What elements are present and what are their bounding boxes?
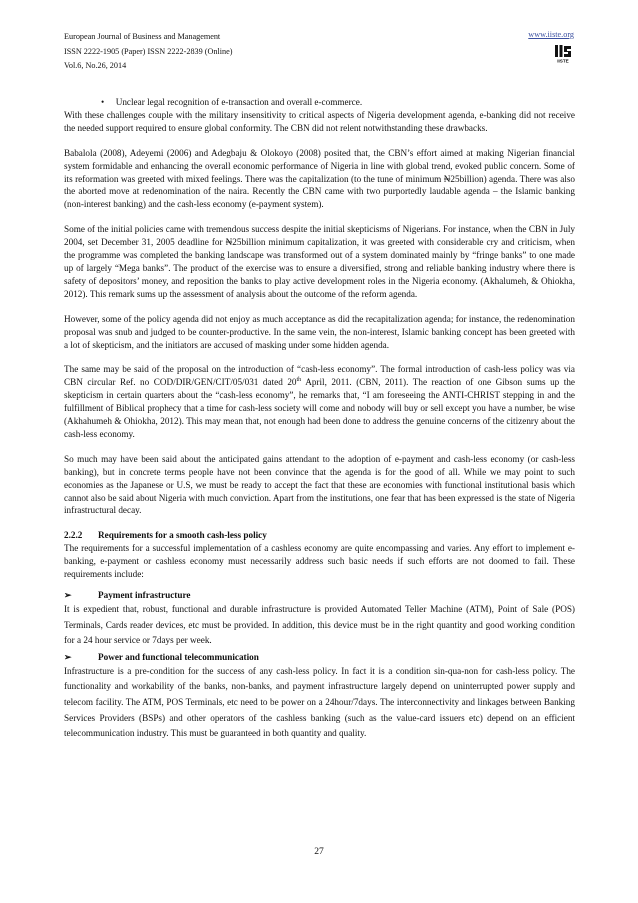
- ordinal-suffix: th: [296, 377, 302, 384]
- paragraph-3: Some of the initial policies came with tremendous success despite the initial skepticisms of Nigerians. For instance, when the CBN in July 2004, set December 31, 2005 deadline for ₦25billion minimum capitalization, it was greeted with considerable cry and criticism, when the programme was completed the banking landscape was transformed out of a system dominated mainly by “fringe banks” to one made up of largely “Mega banks”. The product of the exercise was to ensure a diversified, strong and reliable banking industry where there is safety of depositors’ money, and reposition the banks to play active development roles in the Nigeria economy. (Akhalumeh, & Ohiokha, 2012). This remark sums up the assessment of analysis about the outcome of the reform agenda.: [64, 224, 575, 299]
- paragraph-5-part-b: April, 2011. (CBN, 2011). The reaction of one Gibson sums up the skepticism in certain quarters about the “cash-less economy”, he remarks that, “I am foreseeing the ANTI-CHRIST stepping in and the fulfillment of Biblical prophecy that a time for cash-less society will come and nobody will buy or sell except you have a number, be wise (Akhahumeh & Ohiokha, 2012). This may mean that, not enough had been done to address the genuine concerns of the citizenry about the cash-less economy.: [64, 377, 575, 439]
- subheading-payment-infrastructure: [64, 589, 575, 602]
- subheading-title: Power and functional telecommunication: [98, 651, 259, 662]
- paragraph-8: It is expedient that, robust, functional and durable infrastructure is provided Automated Teller Machine (ATM), Point of Sale (POS) Terminals, Cards reader devices, etc must be provided. In addition, this device must be in the right quantity and good working condition for a 24 hour service or 7days per week.: [64, 604, 575, 646]
- paragraph-9: Infrastructure is a pre-condition for the success of any cash-less policy. In fact it is a condition sin-qua-non for cash-less policy. The functionality and workability of the banks, non-banks, and payment infrastructure largely depend on uninterrupted power supply and telecom facility. The ATM, POS Terminals, etc need to be power on a 24hour/7days. The interconnectivity and linkages between Banking Services Providers (BSPs) and other operators of the cashless banking (such as the value-card issuers etc) depend on an efficient telecommunication industry. This must be guaranteed in both quantity and quality.: [64, 665, 575, 739]
- article-body: [64, 96, 575, 742]
- section-number: 2.2.2: [64, 530, 83, 541]
- subheading-title: Payment infrastructure: [98, 590, 191, 601]
- paragraph-4: However, some of the policy agenda did not enjoy as much acceptance as did the recapitalization agenda; for instance, the redenomination proposal was snub and judged to be counter-productive. In the same vein, the non-interest, Islamic banking concept has been greeted with a lot of skepticism, and the initiators are accused of masking under some hidden agenda.: [64, 313, 575, 350]
- page-header: [64, 30, 576, 90]
- section-title: Requirements for a smooth cash-less policy: [98, 530, 267, 541]
- paragraph-6: So much may have been said about the anticipated gains attendant to the adoption of e-payment and cash-less economy (or cash-less banking), but in concrete terms people have not been convince that the agenda is for the good of all. While we may point to such economies as the Japanese or U.S, we must be ready to accept the fact that these are economies with functional institutional basis which cannot also be said about Nigeria with much conviction. Apart from the institutions, one fear that has been expressed is the state of Nigeria infrastructural decay.: [64, 453, 575, 516]
- arrow-bullet-icon: ➢: [64, 590, 72, 601]
- paragraph-2: Babalola (2008), Adeyemi (2006) and Adegbaju & Olokoyo (2008) posited that, the CBN’s effort aimed at making Nigerian financial system formidable and enhancing the overall economic performance of Nigeria in line with global trend, evoked public concern. Some of its reformation was greeted with mixed feelings. There was the capitalization (to the tune of minimum ₦25billion) agenda. There was also the aborted move at redenomination of the naira. Recently the CBN came with two purportedly laudable agenda – the Islamic banking (non-interest banking) and the cash-less economy (e-payment system).: [64, 147, 575, 210]
- journal-url-link[interactable]: www.iiste.org: [528, 30, 574, 39]
- issn-line: ISSN 2222-1905 (Paper) ISSN 2222-2839 (Online): [64, 46, 233, 56]
- section-heading: [64, 529, 575, 542]
- paragraph-5-part-a: The same may be said of the proposal on the introduction of “cash-less economy”. The formal introduction of cash-less policy was via CBN circular Ref. no COD/DIR/GEN/CIT/05/031 dated 20: [64, 364, 575, 388]
- paragraph-7: The requirements for a successful implementation of a cashless economy are quite encompassing and varies. Any effort to implement e-banking, e-payment or cashless economy must necessarily address such basic needs if such efforts are not doomed to fail. These requirements include:: [64, 543, 575, 580]
- iiste-logo: [554, 44, 572, 63]
- journal-name: European Journal of Business and Management: [64, 32, 221, 41]
- bullet-text: Unclear legal recognition of e-transaction and overall e-commerce.: [115, 97, 363, 107]
- arrow-bullet-icon: ➢: [64, 651, 72, 662]
- paragraph-5: [64, 363, 575, 440]
- paragraph-1: With these challenges couple with the military insensitivity to critical aspects of Nigeria development agenda, e-banking did not receive the needed support required to ensure global conformity. The CBN did not relent notwithstanding these drawbacks.: [64, 109, 575, 133]
- volume-line: Vol.6, No.26, 2014: [64, 61, 127, 71]
- svg-text:IISTE: IISTE: [557, 58, 569, 63]
- subheading-power-telecom: [64, 651, 575, 664]
- page-number: 27: [314, 846, 324, 857]
- list-item: • Unclear legal recognition of e-transaction and overall e-commerce.: [101, 97, 363, 107]
